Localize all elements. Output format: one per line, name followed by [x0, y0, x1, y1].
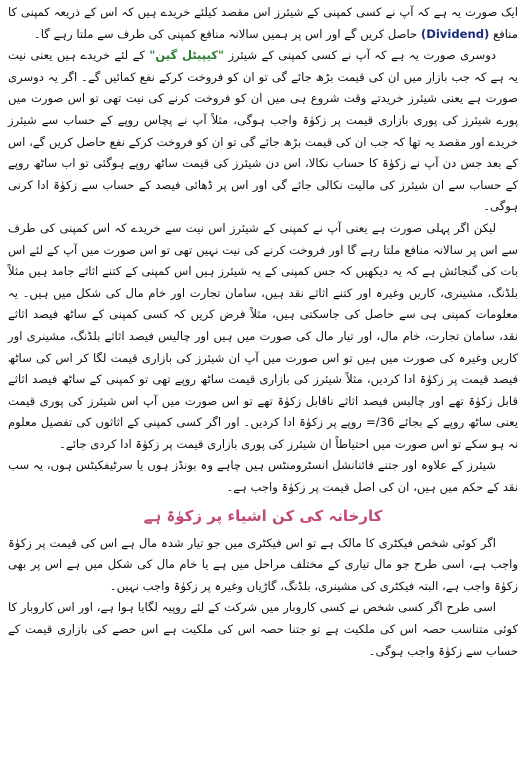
dividend-term: (Dividend) — [420, 26, 490, 41]
capital-gain-term: "کیپیٹل گین" — [149, 48, 225, 63]
amount-value: 36/= — [365, 415, 395, 430]
paragraph-factory: اگر کوئی شخص فیکٹری کا مالک ہے تو اس فیکٹری میں جو تیار شدہ مال ہے اس کی قیمت پر زکوٰۃ واجب ہے، اسی طرح جو مال تیاری کے مختلف مراحل میں ہے یا خام مال کی شکل میں ہے اس پر بھی زکوٰۃ واجب ہے، البتہ فیکٹری کی مشینری، بلڈنگ، گاڑیاں وغیرہ پر زکوٰۃ واجب نہیں۔ — [8, 535, 518, 593]
paragraph-capital-gain-rest: کے لئے خریدے ہیں یعنی نیت یہ ہے کہ جب بازار میں ان کی قیمت بڑھ جائے گی تو ان کو فروخت کرکے نفع کمائیں گے۔ اگر یہ دوسری صورت ہے یعنی شیئرز خریدتے وقت شروع ہی میں ان کو فروخت کرنے کی نیت تھی تو اس صورت میں پورے شیئرز کی پوری بازاری قیمت پر زکوٰۃ واجب ہوگی، مثلاً آپ نے پچاس روپے کے حساب سے شیئرز خریدے اور مقصد یہ تھا کہ جب ان کی قیمت بڑھ جائے گی تو ان کو فروخت کرکے نفع حاصل کریں گے، اس کے بعد جس دن آپ نے زکوٰۃ کا حساب نکالا، اس دن شیئرز کی قیمت ساٹھ روپے ہوگئی تو اب ساٹھ روپے کے حساب سے ان شیئرز کی مالیت نکالی جائے گی اور اس پر ڈھائی فیصد کے حساب سے زکوٰۃ ادا کرنی ہوگی۔ — [8, 48, 518, 214]
paragraph-dividend-intent-rest: روپے پر زکوٰۃ ادا کردیں۔ اور اگر کسی کمپنی کے اثاثوں کی تفصیل معلوم نہ ہو سکے تو اس صورت میں احتیاطاً ان شیئرز کی پوری بازاری قیمت پر زکوٰۃ ادا کردی جائے۔ — [8, 415, 518, 451]
paragraph-capital-gain-start: دوسری صورت یہ ہے کہ آپ نے کسی کمپنی کے شیئرز — [228, 48, 497, 63]
section-heading: کارخانہ کی کن اشیاء پر زکوٰۃ ہے — [143, 506, 383, 525]
paragraph-dividend-intent — [8, 218, 518, 456]
paragraph-business-share: اسی طرح اگر کسی شخص نے کسی کاروبار میں شرکت کے لئے روپیہ لگایا ہوا ہے، اور اس کاروبار کا کوئی متناسب حصہ اس کی ملکیت ہے تو جتنا حصہ اس کی ملکیت ہے اس حصے کی بازاری قیمت کے حساب سے زکوٰۃ واجب ہوگی۔ — [8, 600, 518, 658]
paragraph-dividend-line1: ایک صورت یہ ہے کہ آپ نے کسی کمپنی کے شیئرز اس مقصد کیلئے خریدے ہیں کہ اس کے ذریعہ کمپنی کا منافع — [8, 5, 518, 41]
paragraph-dividend-intent-start: لیکن اگر پہلی صورت ہے یعنی آپ نے کمپنی کے شیئرز اس نیت سے خریدے کہ اس کمپنی کی طرف سے اس پر سالانہ منافع ملتا رہے گا اور فروخت کرنے کی نیت نہیں تھی تو اس صورت میں آپ کے لئے اس بات کی گنجائش ہے کہ یہ دیکھیں کہ جس کمپنی کے یہ شیئرز ہیں اس کمپنی کے کتنے اثاثے جامد ہیں مثلاً بلڈنگ، مشینری، کاریں وغیرہ اور کتنے اثاثے نقد ہیں، سامان تجارت اور خام مال کی شکل میں ہیں۔ یہ معلومات کمپنی ہی سے حاصل کی جاسکتی ہیں، مثلاً فرض کریں کہ کسی کمپنی کے ساٹھ فیصد اثاثے نقد، سامان تجارت، خام مال، اور تیار مال کی صورت میں ہیں اور چالیس فیصد اثاثے بلڈنگ، مشینری اور کاریں وغیرہ کی صورت میں ہیں تو اس صورت میں آپ ان شیئرز کی بازاری قیمت لگا کر اس کی ساٹھ فیصد قیمت پر زکوٰۃ ادا کردیں، مثلاً شیئرز کی بازاری قیمت ساٹھ روپے تھی تو کمپنی کے ساٹھ فیصد اثاثے قابل زکوٰۃ تھے اور چالیس فیصد اثاثے ناقابل زکوٰۃ تھے تو اس صورت میں آپ اس شیئرز کی پوری قیمت یعنی ساٹھ روپے کے بجائے — [8, 220, 519, 430]
paragraph-capital-gain — [8, 45, 518, 218]
paragraph-financial-instruments: شیئرز کے علاوہ اور جتنے فائنانشل انسٹرومنٹس ہیں چاہے وہ بونڈز ہوں یا سرٹیفکیٹس ہوں، یہ سب نقد کے حکم میں ہیں، ان کی اصل قیمت پر زکوٰۃ واجب ہے۔ — [8, 458, 518, 495]
paragraph-dividend-line2: حاصل کریں گے اور اس پر ہمیں سالانہ منافع کمپنی کی طرف سے ملتا رہے گا۔ — [33, 26, 418, 41]
paragraph-dividend — [8, 2, 518, 45]
